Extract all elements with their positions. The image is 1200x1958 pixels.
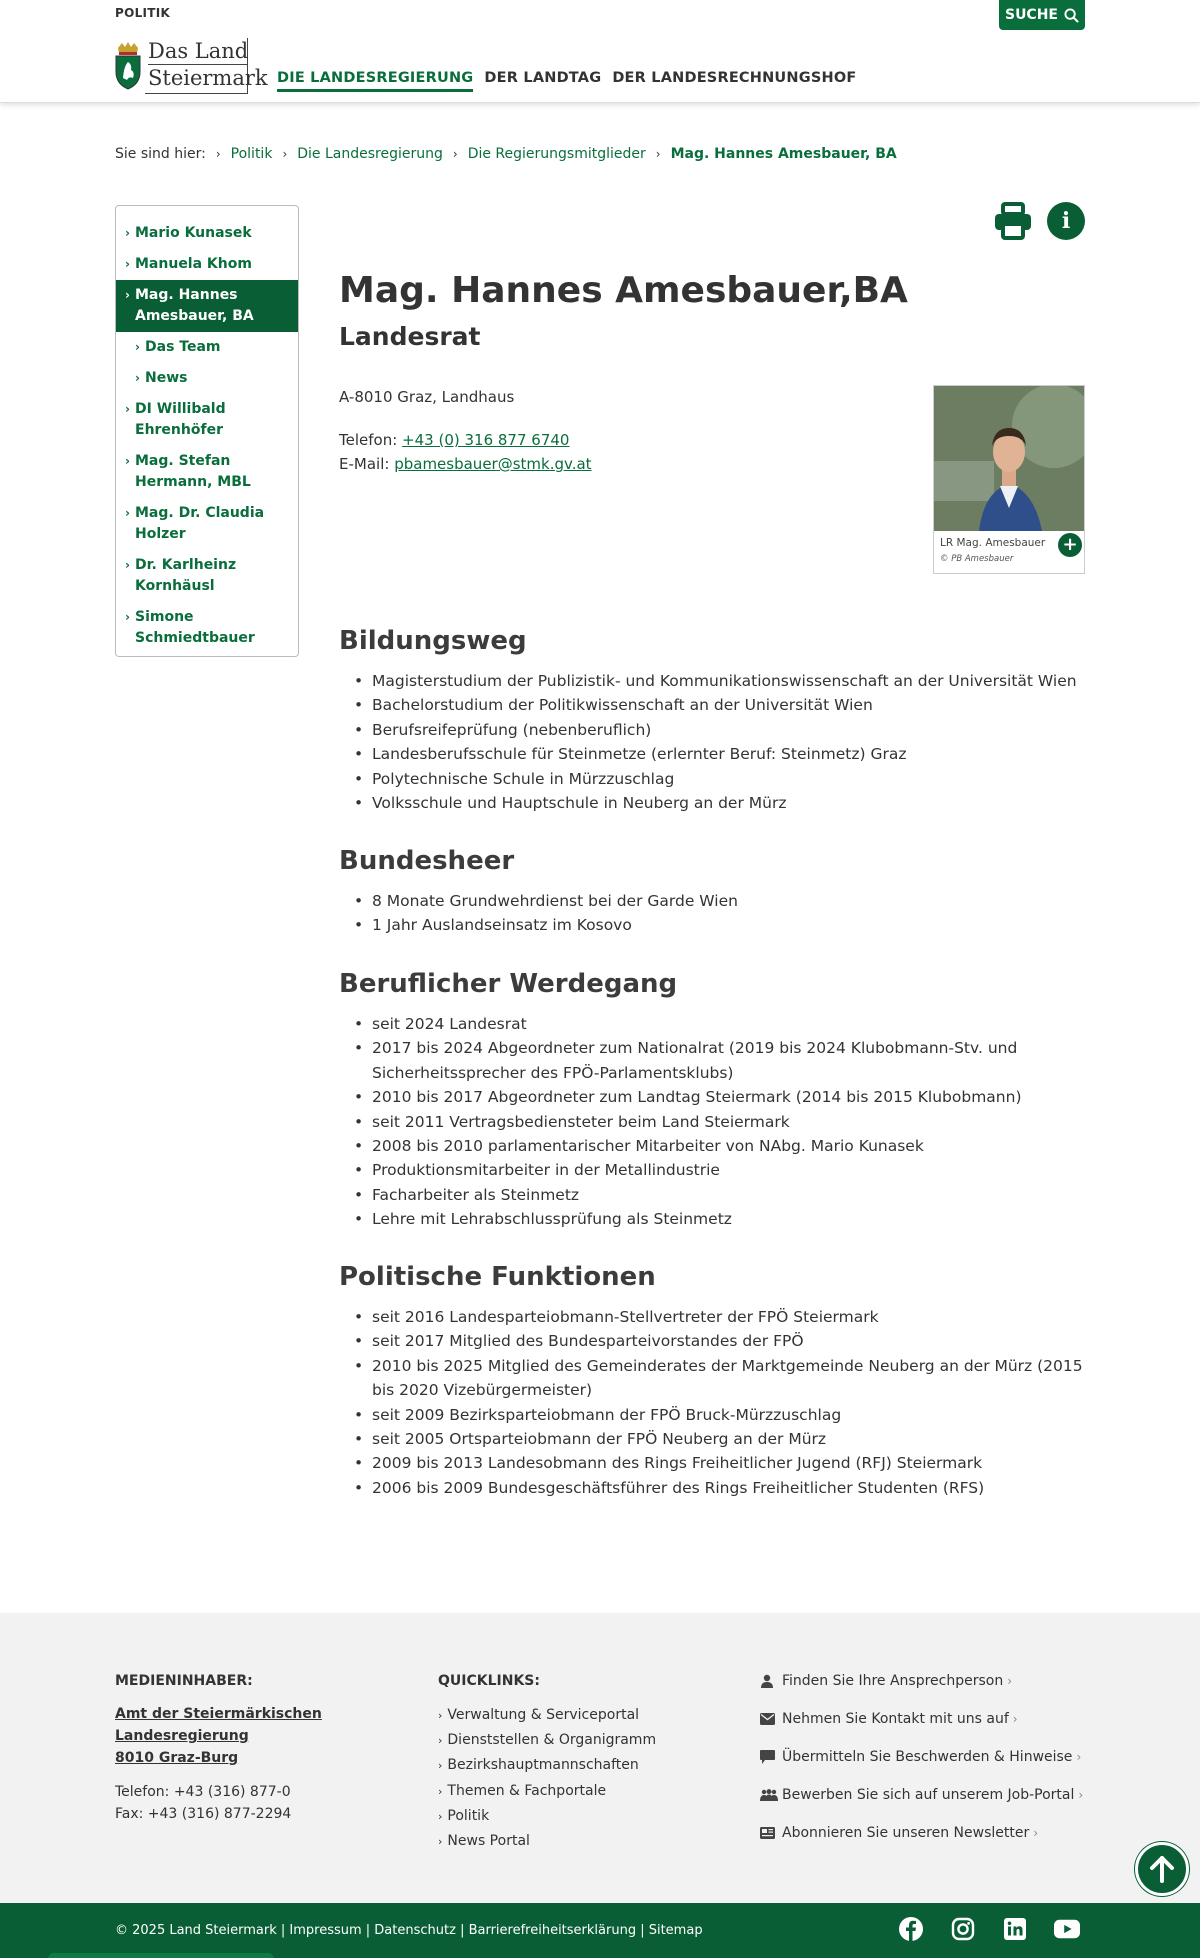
photo-credit: © PB Amesbauer — [940, 554, 1014, 564]
chevron-right-icon: › — [655, 147, 661, 161]
list-item: • 8 Monate Grundwehrdienst bei der Garde Wien — [339, 889, 1099, 913]
contact-link-label: Bewerben Sie sich auf unserem Job-Portal — [782, 1787, 1075, 1803]
quicklink-item[interactable] — [438, 1829, 656, 1854]
list-item: • Produktionsmitarbeiter in der Metallindustrie — [339, 1158, 1099, 1182]
chevron-right-icon: › — [135, 340, 140, 354]
quicklink-label: Verwaltung & Serviceportal — [447, 1707, 640, 1723]
search-icon — [1064, 8, 1079, 23]
crest-icon — [114, 40, 142, 90]
breadcrumb-label: Sie sind hier: — [115, 146, 206, 162]
contact-block — [339, 428, 592, 476]
chevron-right-icon: › — [125, 257, 130, 271]
back-to-top-button[interactable] — [1135, 1842, 1189, 1896]
nav-landesregierung[interactable]: DIE LANDESREGIERUNG — [277, 70, 473, 92]
chevron-right-icon: › — [438, 1734, 443, 1748]
list-item: • 1 Jahr Auslandseinsatz im Kosovo — [339, 913, 1099, 937]
owner-line: Landesregierung — [115, 1728, 249, 1744]
contact-link-person[interactable] — [760, 1662, 1083, 1700]
sidebar-item-khom[interactable] — [116, 249, 298, 280]
phone-link[interactable]: +43 (0) 316 877 6740 — [402, 431, 570, 449]
youtube-icon[interactable] — [1054, 1916, 1080, 1942]
list-item: • Magisterstudium der Publizistik- und Kommunikationswissenschaft an der Universität Wien — [339, 669, 1099, 693]
sidebar-item-label: Mag. Stefan Hermann, MBL — [135, 453, 251, 490]
chevron-right-icon: › — [125, 506, 130, 520]
chevron-right-icon: › — [125, 610, 130, 624]
breadcrumb-link-landesregierung[interactable]: Die Landesregierung — [297, 146, 443, 162]
section-title-bundesheer: Bundesheer — [339, 846, 515, 876]
chevron-right-icon: › — [452, 147, 458, 161]
sidebar-item-das-team[interactable] — [116, 332, 298, 363]
list-item: • 2017 bis 2024 Abgeordneter zum Nationalrat (2019 bis 2024 Klubobmann-Stv. und Sicherheitssprecher des FPÖ-Parlamentsklubs) — [339, 1036, 1099, 1085]
sidebar-item-label: Mag. Dr. Claudia Holzer — [135, 505, 265, 542]
plus-icon[interactable]: + — [1058, 533, 1082, 557]
sidebar-item-kornhaeusl[interactable] — [116, 550, 298, 602]
list-item: • seit 2017 Mitglied des Bundesparteivorstandes der FPÖ — [339, 1329, 1099, 1353]
search-button[interactable] — [999, 0, 1085, 30]
quicklink-label: News Portal — [447, 1833, 530, 1850]
group-icon — [760, 1789, 778, 1801]
copyright-links[interactable]: © 2025 Land Steiermark | Impressum | Datenschutz | Barrierefreiheitserklärung | Sitemap — [115, 1923, 703, 1938]
linkedin-icon[interactable] — [1002, 1916, 1028, 1942]
portrait-illustration — [934, 386, 1084, 531]
sidebar-item-label: Dr. Karlheinz Kornhäusl — [135, 557, 237, 594]
logo-wordmark — [145, 38, 268, 94]
portrait-photo[interactable] — [934, 386, 1084, 531]
chevron-right-icon: › — [438, 1709, 443, 1722]
facebook-icon[interactable] — [898, 1916, 924, 1942]
chevron-right-icon: › — [125, 402, 130, 416]
list-item: • seit 2024 Landesrat — [339, 1012, 1099, 1036]
cookie-banner-tab[interactable] — [48, 1953, 274, 1958]
list-item: • Berufsreifeprüfung (nebenberuflich) — [339, 718, 1099, 742]
chevron-right-icon: › — [1076, 1750, 1082, 1764]
list-item: • 2010 bis 2017 Abgeordneter zum Landtag Steiermark (2014 bis 2015 Klubobmann) — [339, 1085, 1099, 1109]
logo-line-1: Das Land — [148, 39, 249, 63]
chevron-right-icon: › — [1078, 1788, 1084, 1802]
chevron-right-icon: › — [125, 558, 130, 572]
contact-link-label: Finden Sie Ihre Ansprechperson — [782, 1673, 1004, 1689]
chevron-right-icon: › — [125, 226, 130, 240]
list-beruf — [339, 1012, 1099, 1232]
site-header — [0, 0, 1200, 103]
list-item: • seit 2016 Landesparteiobmann-Stellvertreter der FPÖ Steiermark — [339, 1305, 1099, 1329]
chevron-right-icon: › — [135, 371, 140, 385]
contact-link-label: Abonnieren Sie unseren Newsletter — [782, 1825, 1030, 1841]
photo-caption: LR Mag. Amesbauer — [940, 537, 1046, 549]
quicklink-label: Themen & Fachportale — [447, 1782, 607, 1799]
newspaper-icon — [760, 1827, 775, 1839]
chevron-right-icon: › — [1033, 1826, 1039, 1840]
list-item: • seit 2011 Vertragsbediensteter beim Land Steiermark — [339, 1110, 1099, 1134]
instagram-icon[interactable] — [950, 1916, 976, 1942]
quicklinks-heading: QUICKLINKS: — [438, 1673, 540, 1689]
list-politik — [339, 1305, 1099, 1500]
person-icon — [760, 1674, 774, 1688]
contact-links — [760, 1662, 1083, 1852]
sidebar-item-label: Manuela Khom — [135, 256, 252, 272]
contact-link-label: Nehmen Sie Kontakt mit uns auf — [782, 1711, 1009, 1727]
chevron-right-icon: › — [438, 1759, 443, 1773]
breadcrumb-link-regierungsmitglieder[interactable]: Die Regierungsmitglieder — [467, 146, 646, 162]
breadcrumb-current: Mag. Hannes Amesbauer, BA — [670, 146, 897, 162]
quicklink-label: Politik — [447, 1807, 490, 1824]
arrow-up-icon — [1147, 1854, 1177, 1884]
quicklink-item[interactable] — [438, 1779, 656, 1804]
quicklink-item[interactable] — [438, 1753, 656, 1778]
phone-label: Telefon: — [339, 431, 398, 449]
sidebar-item-label: DI Willibald Ehrenhöfer — [135, 401, 226, 438]
email-label: E-Mail: — [339, 455, 390, 473]
sidebar-item-news[interactable] — [116, 363, 298, 394]
nav-landtag[interactable]: DER LANDTAG — [484, 70, 602, 86]
list-item: • Facharbeiter als Steinmetz — [339, 1183, 1099, 1207]
sidebar-item-holzer[interactable] — [116, 498, 298, 550]
list-item: • 2008 bis 2010 parlamentarischer Mitarbeiter von NAbg. Mario Kunasek — [339, 1134, 1099, 1158]
sidebar-item-label: Mario Kunasek — [135, 225, 252, 241]
quicklink-item[interactable] — [438, 1703, 656, 1728]
contact-link-newsletter[interactable] — [760, 1814, 1083, 1852]
owner-heading: MEDIENINHABER: — [115, 1673, 253, 1689]
nav-landesrechnungshof[interactable]: DER LANDESRECHNUNGSHOF — [612, 70, 857, 86]
envelope-icon — [760, 1713, 775, 1725]
list-item: • Bachelorstudium der Politikwissenschaft an der Universität Wien — [339, 693, 1099, 717]
list-bildungsweg — [339, 669, 1099, 815]
list-bundesheer — [339, 889, 1099, 938]
quicklink-label: Bezirkshauptmannschaften — [447, 1757, 639, 1774]
main-nav — [277, 70, 856, 92]
sidebar-item-schmiedtbauer[interactable] — [116, 602, 298, 654]
site-footer — [0, 1613, 1200, 1903]
chevron-right-icon: › — [125, 288, 130, 302]
info-icon[interactable]: i — [1047, 202, 1085, 240]
chevron-right-icon: › — [282, 147, 288, 161]
chevron-right-icon: › — [438, 1809, 443, 1823]
list-item: • Landesberufsschule für Steinmetze (erlernter Beruf: Steinmetz) Graz — [339, 742, 1099, 766]
section-title-politik: Politische Funktionen — [339, 1262, 656, 1292]
site-logo[interactable] — [114, 38, 268, 94]
logo-line-2: Steiermark — [148, 66, 268, 90]
sidebar-nav — [115, 205, 299, 657]
page-subtitle: Landesrat — [339, 322, 481, 351]
comment-icon — [760, 1750, 775, 1764]
section-title-bildungsweg: Bildungsweg — [339, 626, 527, 656]
chevron-right-icon: › — [438, 1835, 443, 1849]
page-title: Mag. Hannes Amesbauer,BA — [339, 270, 908, 311]
print-icon[interactable] — [993, 201, 1033, 241]
sidebar-item-amesbauer[interactable] — [116, 280, 298, 332]
portrait-card[interactable] — [933, 385, 1085, 574]
breadcrumb — [115, 146, 897, 162]
chevron-right-icon: › — [215, 147, 221, 161]
footer-fax: Fax: +43 (316) 877-2294 — [115, 1806, 292, 1822]
chevron-right-icon: › — [438, 1784, 443, 1798]
footer-phone-label: Telefon: — [115, 1784, 170, 1800]
chevron-right-icon: › — [1007, 1674, 1013, 1688]
list-item: • 2006 bis 2009 Bundesgeschäftsführer des Rings Freiheitlicher Studenten (RFS) — [339, 1476, 1099, 1500]
list-item: • Polytechnische Schule in Mürzzuschlag — [339, 767, 1099, 791]
search-label: SUCHE — [1004, 7, 1058, 23]
owner-line: Amt der Steiermärkischen — [115, 1706, 322, 1722]
sidebar-item-label: News — [145, 370, 188, 386]
sidebar-item-label: Mag. Hannes Amesbauer, BA — [135, 287, 254, 324]
owner-contact — [115, 1781, 291, 1825]
chevron-right-icon: › — [1012, 1712, 1018, 1726]
list-item: • 2009 bis 2013 Landesobmann des Rings Freiheitlicher Jugend (RFJ) Steiermark — [339, 1451, 1099, 1475]
sidebar-item-kunasek[interactable] — [116, 218, 298, 249]
owner-line: 8010 Graz-Burg — [115, 1750, 239, 1766]
breadcrumb-link-politik[interactable]: Politik — [230, 146, 273, 162]
chevron-right-icon: › — [125, 454, 130, 468]
quicklink-label: Dienststellen & Organigramm — [447, 1732, 657, 1749]
list-item: • 2010 bis 2025 Mitglied des Gemeinderates der Marktgemeinde Neuberg an der Mürz (2015 bis 2020 Vizebürgermeister) — [339, 1354, 1099, 1403]
quicklink-item[interactable] — [438, 1728, 656, 1753]
contact-link-kontakt[interactable] — [760, 1700, 1083, 1738]
contact-link-beschwerden[interactable] — [760, 1738, 1083, 1776]
owner-link[interactable] — [115, 1703, 322, 1769]
social-links — [898, 1916, 1080, 1942]
sidebar-item-hermann[interactable] — [116, 446, 298, 498]
quicklinks-list — [438, 1703, 656, 1854]
sidebar-item-ehrenhoefer[interactable] — [116, 394, 298, 446]
sidebar-item-label: Simone Schmiedtbauer — [135, 609, 255, 646]
list-item: • Lehre mit Lehrabschlussprüfung als Steinmetz — [339, 1207, 1099, 1231]
section-title-beruf: Beruflicher Werdegang — [339, 969, 678, 999]
list-item: • seit 2005 Ortsparteiobmann der FPÖ Neuberg an der Mürz — [339, 1427, 1099, 1451]
bottom-bar — [0, 1903, 1200, 1958]
address: A-8010 Graz, Landhaus — [339, 388, 515, 406]
list-item: • seit 2009 Bezirksparteiobmann der FPÖ Bruck-Mürzzuschlag — [339, 1403, 1099, 1427]
email-link[interactable]: pbamesbauer@stmk.gv.at — [394, 455, 592, 473]
contact-link-label: Übermitteln Sie Beschwerden & Hinweise — [782, 1749, 1073, 1765]
quicklink-item[interactable] — [438, 1804, 656, 1829]
footer-phone-link[interactable]: +43 (316) 877-0 — [173, 1784, 291, 1800]
list-item: • Volksschule und Hauptschule in Neuberg an der Mürz — [339, 791, 1099, 815]
top-label: POLITIK — [115, 6, 171, 20]
sidebar-item-label: Das Team — [145, 339, 221, 355]
contact-link-jobportal[interactable] — [760, 1776, 1083, 1814]
